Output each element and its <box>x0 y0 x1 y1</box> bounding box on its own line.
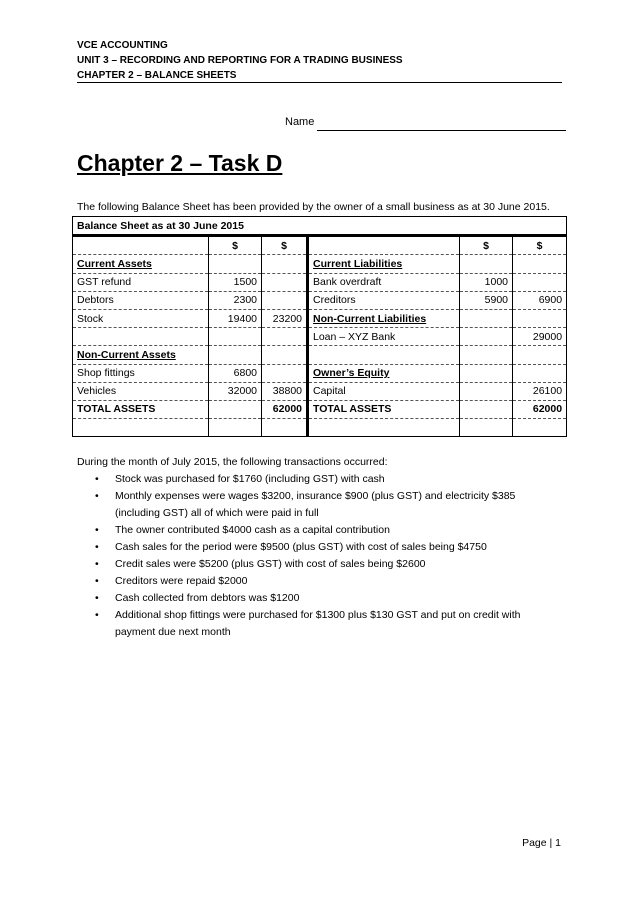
document-header <box>77 38 562 83</box>
intro-text: The following Balance Sheet has been provided by the owner of a small business as at 30 June 2015. <box>77 201 550 213</box>
header-subject: VCE ACCOUNTING <box>77 40 168 51</box>
table-cell: GST refund <box>73 273 209 291</box>
column-header <box>308 236 460 255</box>
table-cell <box>73 419 209 437</box>
list-item <box>95 573 545 590</box>
table-cell <box>262 255 308 273</box>
transaction-text: Additional shop fittings were purchased for $1300 plus $130 GST and put on credit with payment due next month <box>115 609 521 638</box>
total-row <box>73 400 567 418</box>
page-title: Chapter 2 – Task D <box>77 150 283 176</box>
total-label: TOTAL ASSETS <box>308 400 460 418</box>
column-header: $ <box>460 236 513 255</box>
table-cell: 1500 <box>209 273 262 291</box>
table-cell: 2300 <box>209 291 262 309</box>
table-cell <box>513 309 567 327</box>
table-cell <box>262 273 308 291</box>
transaction-text: Stock was purchased for $1760 (including GST) with cash <box>115 473 385 485</box>
table-cell <box>513 364 567 382</box>
table-cell: Debtors <box>73 291 209 309</box>
bullet-icon: • <box>95 524 99 536</box>
header-chapter: CHAPTER 2 – BALANCE SHEETS <box>77 70 237 81</box>
table-cell <box>513 346 567 364</box>
table-cell <box>513 273 567 291</box>
table-row <box>73 291 567 309</box>
transaction-text: Cash sales for the period were $9500 (plus GST) with cost of sales being $4750 <box>115 541 487 553</box>
list-item <box>95 607 545 641</box>
table-row <box>73 309 567 327</box>
table-cell <box>209 419 262 437</box>
section-heading: Current Liabilities <box>308 255 460 273</box>
table-cell: 19400 <box>209 309 262 327</box>
table-cell: Stock <box>73 309 209 327</box>
table-cell <box>73 328 209 346</box>
table-cell <box>460 328 513 346</box>
table-row <box>73 364 567 382</box>
header-divider <box>77 82 562 83</box>
table-cell <box>209 255 262 273</box>
table-row <box>73 419 567 437</box>
list-item <box>95 522 545 539</box>
column-header: $ <box>513 236 567 255</box>
table-cell: 38800 <box>262 382 308 400</box>
column-header: $ <box>262 236 308 255</box>
transactions-intro: During the month of July 2015, the following transactions occurred: <box>77 456 388 468</box>
table-cell <box>209 346 262 364</box>
table-cell <box>262 328 308 346</box>
table-cell <box>513 255 567 273</box>
balance-sheet-table <box>72 216 567 437</box>
table-header-row <box>73 236 567 255</box>
name-label: Name <box>285 116 315 128</box>
table-cell: 6900 <box>513 291 567 309</box>
table-cell <box>262 346 308 364</box>
transaction-text: Cash collected from debtors was $1200 <box>115 592 300 604</box>
table-cell <box>460 400 513 418</box>
section-heading: Non-Current Liabilities <box>308 309 460 327</box>
table-cell: 32000 <box>209 382 262 400</box>
table-cell <box>460 364 513 382</box>
list-item <box>95 590 545 607</box>
table-row <box>73 255 567 273</box>
table-cell: Shop fittings <box>73 364 209 382</box>
table-cell: Capital <box>308 382 460 400</box>
page-number: Page | 1 <box>522 837 561 849</box>
bullet-icon: • <box>95 541 99 553</box>
balance-sheet-caption: Balance Sheet as at 30 June 2015 <box>73 217 567 236</box>
table-row <box>73 346 567 364</box>
transaction-text: Creditors were repaid $2000 <box>115 575 248 587</box>
table-cell: 23200 <box>262 309 308 327</box>
table-row <box>73 382 567 400</box>
bullet-icon: • <box>95 490 99 502</box>
table-cell <box>262 419 308 437</box>
table-cell: Vehicles <box>73 382 209 400</box>
bullet-icon: • <box>95 592 99 604</box>
table-row <box>73 273 567 291</box>
table-cell: 1000 <box>460 273 513 291</box>
list-item <box>95 556 545 573</box>
list-item <box>95 488 545 522</box>
bullet-icon: • <box>95 558 99 570</box>
table-cell <box>308 419 460 437</box>
total-value: 62000 <box>262 400 308 418</box>
table-cell <box>513 419 567 437</box>
table-cell: 6800 <box>209 364 262 382</box>
bullet-icon: • <box>95 575 99 587</box>
table-cell <box>262 364 308 382</box>
table-row <box>73 328 567 346</box>
column-header <box>73 236 209 255</box>
table-cell <box>209 400 262 418</box>
table-cell: Creditors <box>308 291 460 309</box>
bullet-icon: • <box>95 609 99 621</box>
transaction-text: Credit sales were $5200 (plus GST) with cost of sales being $2600 <box>115 558 426 570</box>
table-cell <box>460 255 513 273</box>
header-unit: UNIT 3 – RECORDING AND REPORTING FOR A TRADING BUSINESS <box>77 55 403 66</box>
list-item <box>95 471 545 488</box>
transaction-text: Monthly expenses were wages $3200, insurance $900 (plus GST) and electricity $385 (including GST) all of which were paid in full <box>115 490 516 519</box>
table-cell <box>460 346 513 364</box>
table-cell: Bank overdraft <box>308 273 460 291</box>
total-value: 62000 <box>513 400 567 418</box>
column-header: $ <box>209 236 262 255</box>
table-cell: 26100 <box>513 382 567 400</box>
list-item <box>95 539 545 556</box>
table-cell: 5900 <box>460 291 513 309</box>
table-cell <box>209 328 262 346</box>
transaction-text: The owner contributed $4000 cash as a capital contribution <box>115 524 390 536</box>
table-cell <box>460 382 513 400</box>
table-cell <box>460 419 513 437</box>
transactions-list <box>95 471 545 641</box>
bullet-icon: • <box>95 473 99 485</box>
section-heading: Non-Current Assets <box>73 346 209 364</box>
table-cell: Loan – XYZ Bank <box>308 328 460 346</box>
section-heading: Owner’s Equity <box>308 364 460 382</box>
table-cell <box>308 346 460 364</box>
section-heading: Current Assets <box>73 255 209 273</box>
table-cell <box>262 291 308 309</box>
total-label: TOTAL ASSETS <box>73 400 209 418</box>
table-cell: 29000 <box>513 328 567 346</box>
table-cell <box>460 309 513 327</box>
name-field-line[interactable] <box>317 130 566 131</box>
